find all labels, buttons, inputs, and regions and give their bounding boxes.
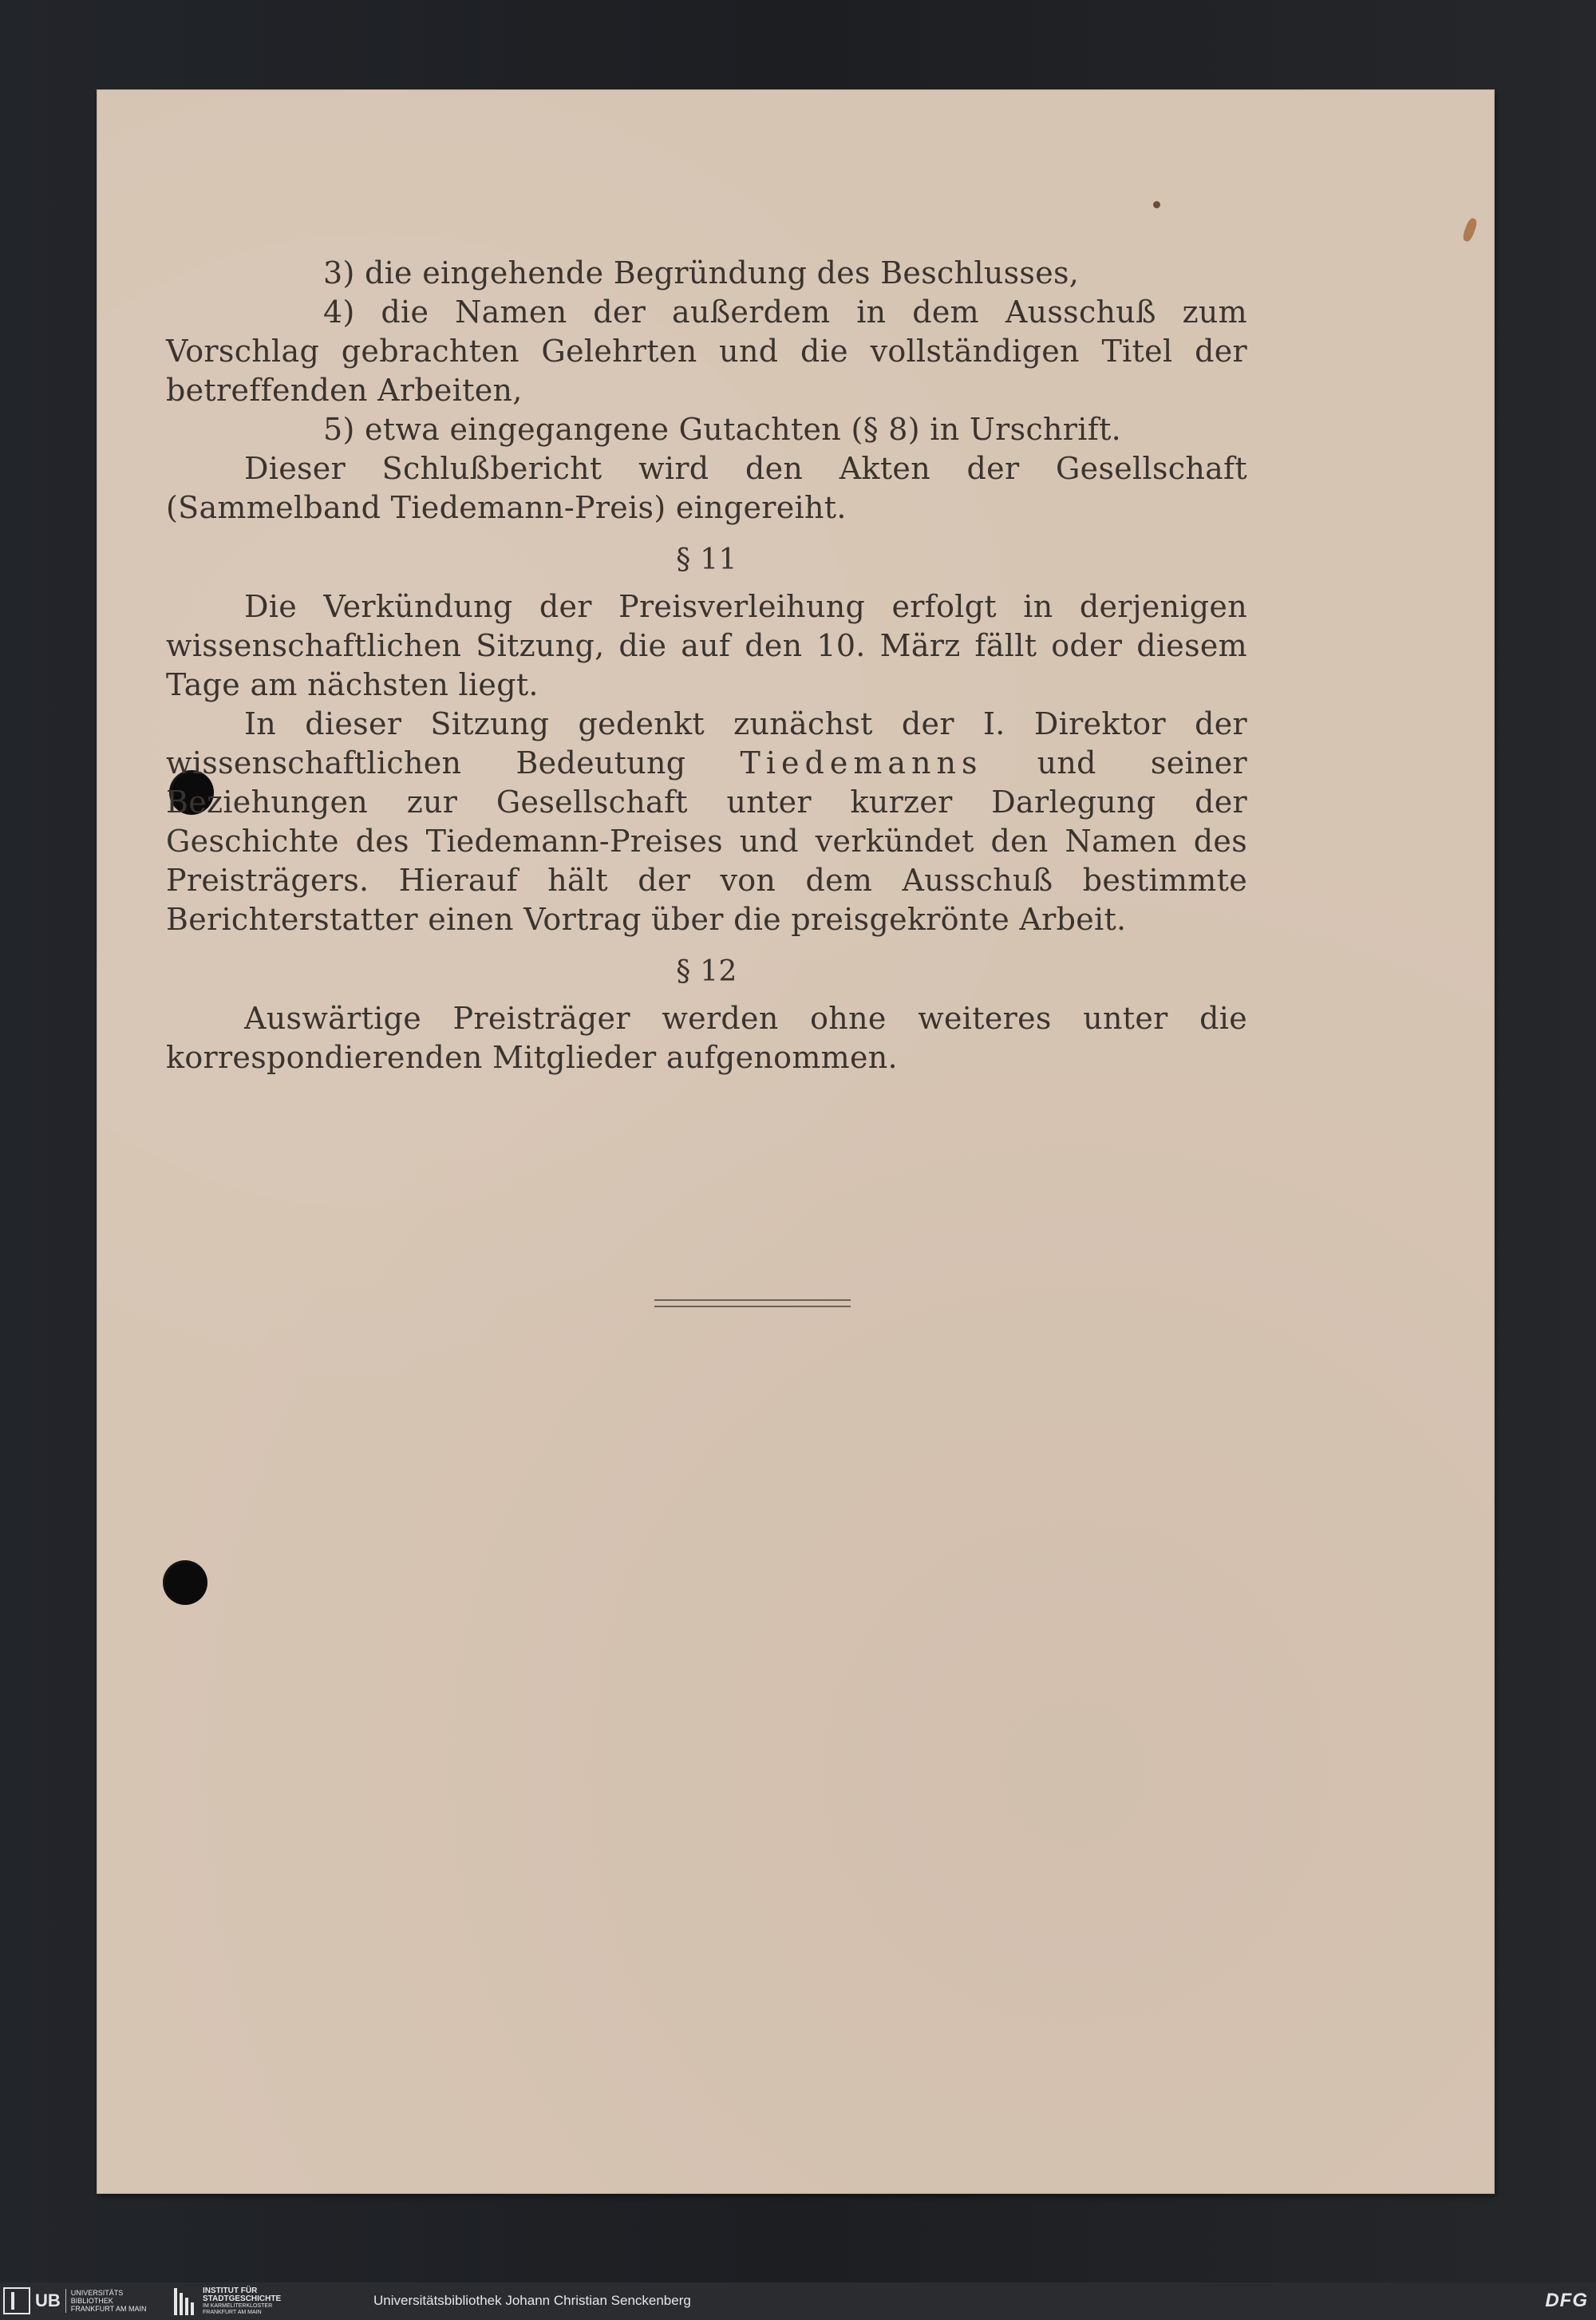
- section-11-paragraph-1: Die Verkündung der Preisverleihung erfolgt in derjenigen wissenschaftlichen Sitzung, die auf den 10. März fällt oder diesem Tage am nächsten liegt.: [166, 589, 1247, 702]
- institute-logo-icon: [172, 2288, 198, 2315]
- ub-line-3: FRANKFURT AM MAIN: [70, 2305, 147, 2313]
- dfg-logo: DFG: [1545, 2290, 1588, 2311]
- section-11-paragraph-2: [166, 705, 1247, 939]
- ub-logo: [3, 2287, 146, 2314]
- ub-logo-text: [65, 2289, 147, 2313]
- section-11-paragraph-2-end: und seiner Beziehungen zur Gesellschaft unter kurzer Darlegung der Geschichte des Tiedemann-Preises und verkündet den Namen des Preisträgers. Hierauf hält der von dem Ausschuß bestimmte Berichterstatter einen Vortrag über die preisgekrönte Arbeit.: [166, 745, 1247, 937]
- institute-logo-text: [203, 2287, 281, 2316]
- section-12-paragraph-1: Auswärtige Preisträger werden ohne weiteres unter die korrespondierenden Mitglieder aufgenommen.: [166, 1001, 1247, 1075]
- end-rule-divider: [654, 1299, 851, 1307]
- section-11-heading: § 11: [676, 543, 737, 576]
- library-caption: Universitätsbibliothek Johann Christian Senckenberg: [373, 2293, 691, 2308]
- list-item-4: 4) die Namen der außerdem in dem Ausschuß zum Vorschlag gebrachten Gelehrten und die vollständigen Titel der betreffenden Arbeiten,: [166, 294, 1247, 408]
- ub-abbrev: UB: [35, 2290, 61, 2310]
- closing-paragraph: Dieser Schlußbericht wird den Akten der Gesellschaft (Sammelband Tiedemann-Preis) eingereiht.: [166, 451, 1247, 525]
- ub-line-2: BIBLIOTHEK: [70, 2297, 113, 2305]
- inst-line-1: INSTITUT FÜR: [203, 2286, 258, 2295]
- footer-bar: [0, 2282, 1596, 2320]
- inst-line-2: STADTGESCHICHTE: [203, 2294, 282, 2303]
- list-item-5: 5) etwa eingegangene Gutachten (§ 8) in Urschrift.: [323, 412, 1122, 447]
- inst-line-3: IM KARMELITERKLOSTER: [203, 2303, 273, 2309]
- document-body: [166, 254, 1247, 1077]
- list-item-3: 3) die eingehende Begründung des Beschlusses,: [323, 255, 1080, 290]
- ub-line-1: UNIVERSITÄTS: [70, 2289, 124, 2297]
- section-11-paragraph-2-start: In dieser Sitzung gedenkt zunächst der I. Direktor der wissenschaftlichen Bedeutung: [166, 706, 1247, 781]
- tiedemann-name: Tiedemanns: [740, 745, 983, 781]
- paper-stain: [1461, 217, 1479, 243]
- institute-logo: [172, 2287, 281, 2316]
- section-12-heading: § 12: [676, 955, 737, 988]
- ub-logo-icon: [3, 2287, 30, 2314]
- paper-speck: [1153, 201, 1160, 208]
- inst-line-4: FRANKFURT AM MAIN: [203, 2310, 262, 2315]
- punch-hole-lower: [163, 1560, 207, 1605]
